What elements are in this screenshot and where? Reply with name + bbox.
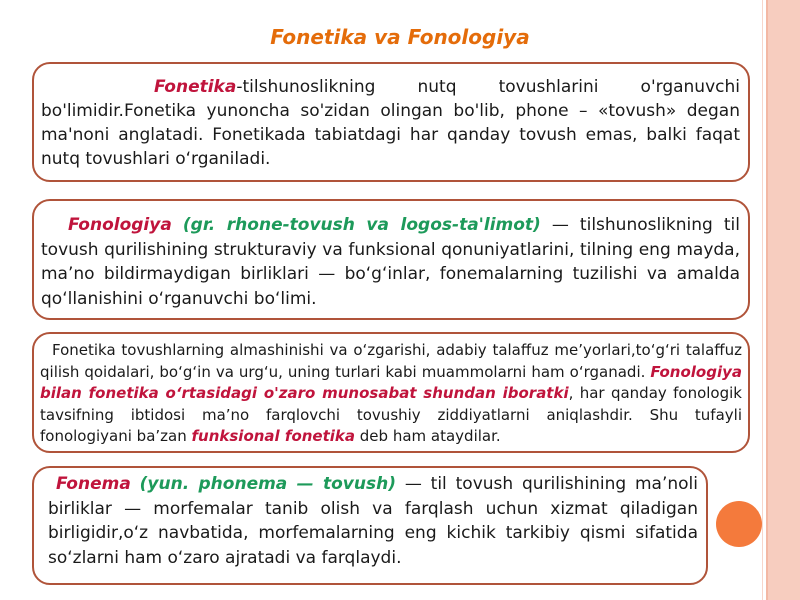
fonologiya-definition-text: — tilshunoslikning til tovush qurilishining strukturaviy va funksional qonuniyatlarini, tilning eng mayda, ma’no bildirmaydigan birliklari — bo‘g‘inlar, fonemalarning tuzilishi va amalda qo‘llanishini o‘rganuvchi bo‘limi. xyxy=(41,215,740,309)
fonema-etymology: (yun. phonema — tovush) xyxy=(139,474,396,494)
fonetika-definition-text: -tilshunoslikning nutq tovushlarini o'rganuvchi bo'limidir.Fonetika yunoncha so'zidan olingan bo'lib, phone – «tovush» degan ma'noni anglatadi. Fonetikada tabiatdagi har qanday tovush emas, balki faqat nutq tovushlari o‘rganiladi. xyxy=(41,77,740,169)
fonema-definition-text: — til tovush qurilishining ma’noli birliklar — morfemalar tanib olish va farqlash uchun xizmat qiladigan birligidir,o‘z navbatida, morfemalarning eng kichik tarkibiy qismi sifatida so‘zlarni ham o‘zaro ajratadi va farqlaydi. xyxy=(48,474,698,568)
relation-highlight: Fonologiya bilan fonetika o‘rtasidagi o'zaro munosabat shundan iboratki xyxy=(40,362,742,402)
fonetika-definition-box xyxy=(32,62,750,182)
relation-text-2: , har qanday fonologik tavsifning ibtidosi ma’no farqlovchi tovushiy ziddiyatlarni aniqlashdir. Shu tufayli fonologiyani ba’zan xyxy=(40,384,742,445)
decorative-side-band xyxy=(768,0,800,600)
term-fonologiya: Fonologiya xyxy=(68,215,172,235)
term-fonema: Fonema xyxy=(56,474,131,494)
relation-text-1: Fonetika tovushlarning almashinishi va o‘zgarishi, adabiy talaffuz me’yorlari,to‘g‘ri talaffuz qilish qoidalari, bo‘g‘in va urg‘u, uning turlari kabi muammolarni ham o‘rganadi. xyxy=(40,341,742,381)
fonologiya-definition-box xyxy=(32,199,750,320)
slide-title: Fonetika va Fonologiya xyxy=(270,25,530,49)
decorative-orange-circle xyxy=(716,501,762,547)
fonologiya-etymology: (gr. rhone-tovush va logos-ta'limot) xyxy=(182,215,541,235)
side-band-edge xyxy=(762,0,763,600)
relation-text-3: deb ham ataydilar. xyxy=(355,427,501,445)
fonema-definition-box xyxy=(32,466,708,585)
term-fonetika: Fonetika xyxy=(154,77,237,97)
relation-box xyxy=(32,332,750,453)
functional-phonetics-term: funksional fonetika xyxy=(191,427,356,445)
